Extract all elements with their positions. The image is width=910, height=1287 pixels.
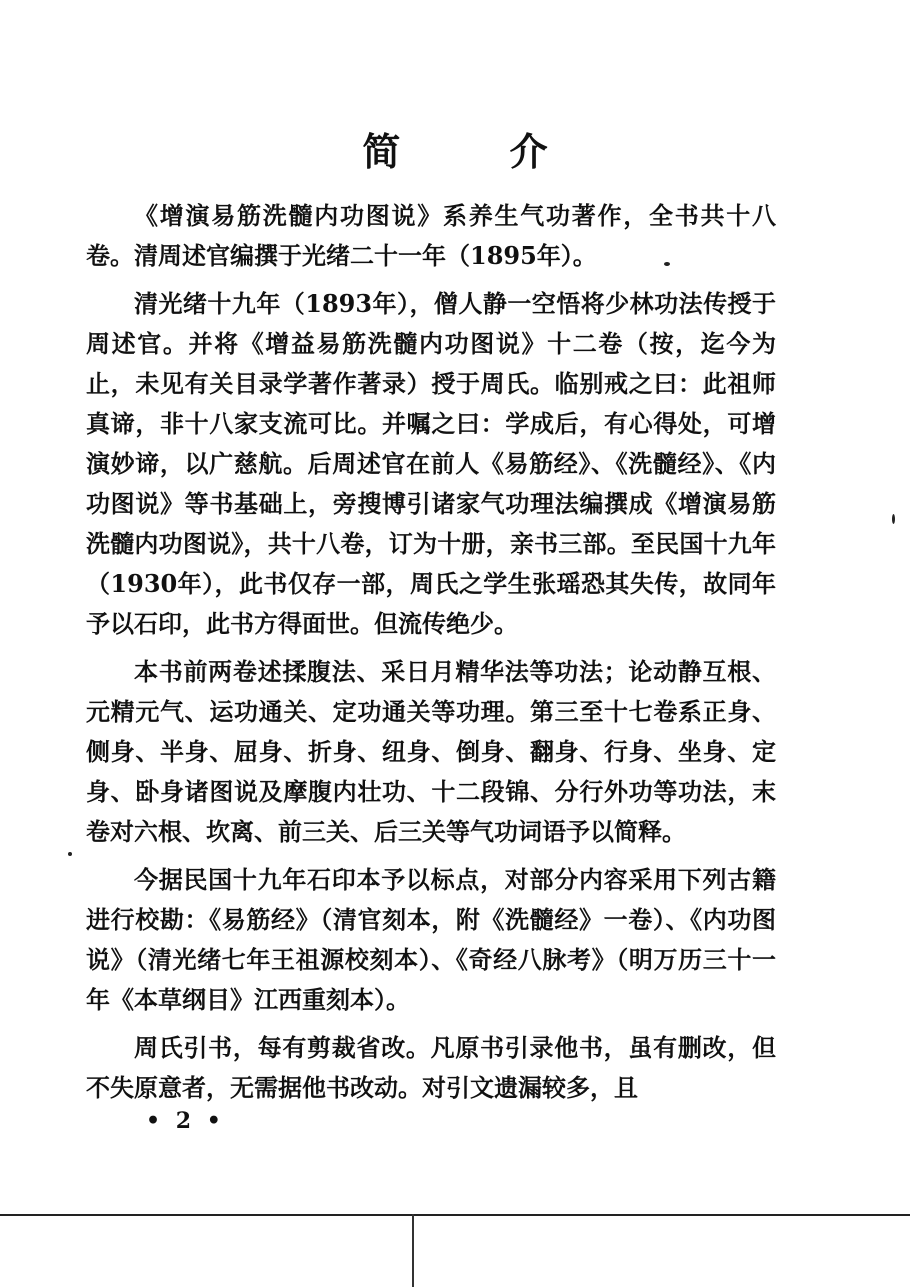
scan-speck xyxy=(68,852,72,856)
paragraph-contents: 本书前两卷述揉腹法、采日月精华法等功法；论动静互根、元精元气、运功通关、定功通关等功理。第三至十七卷系正身、侧身、半身、屈身、折身、纽身、倒身、翻身、行身、坐身、定身、卧身诸图说及摩腹内壮功、十二段锦、分行外功等功法，末卷对六根、坎离、前三关、后三关等气功词语予以简释。 xyxy=(86,657,776,846)
paragraph-history: 清光绪十九年（1893年），僧人静一空悟将少林功法传授于周述官。并将《增益易筋洗髓内功图说》十二卷（按，迄今为止，未见有关目录学著作著录）授于周氏。临别戒之曰：此祖师真谛，非十八家支流可比。并嘱之曰：学成后，有心得处，可增演妙谛，以广慈航。后周述官在前人《易筋经》、《洗髓经》、《内功图说》等书基础上，旁搜博引诸家气功理法编撰成《增演易筋洗髓内功图说》，共十八卷，订为十册，亲书三部。至民国十九年（1930年），此书仅存一部，周氏之学生张瑶恐其失传，故同年予以石印，此书方得面世。但流传绝少。 xyxy=(86,289,776,638)
scan-speck xyxy=(664,262,670,266)
scan-edge-line xyxy=(0,1214,910,1216)
page-number: • 2 • xyxy=(146,1108,225,1134)
scan-fold-line xyxy=(412,1214,414,1287)
paragraph-intro: 《增演易筋洗髓内功图说》系养生气功著作，全书共十八卷。清周述官编撰于光绪二十一年（1895年）。 xyxy=(86,201,776,270)
paragraph-citation: 周氏引书，每有剪裁省改。凡原书引录他书，虽有删改，但不失原意者，无需据他书改动。对引文遗漏较多，且 xyxy=(86,1033,776,1102)
body-text xyxy=(86,196,776,1116)
paragraph-collation: 今据民国十九年石印本予以标点，对部分内容采用下列古籍进行校勘：《易筋经》（清官刻本，附《洗髓经》一卷）、《内功图说》（清光绪七年王祖源校刻本）、《奇经八脉考》（明万历三十一年《本草纲目》江西重刻本）。 xyxy=(86,865,776,1014)
scan-speck xyxy=(892,514,895,524)
page-title: 简 介 xyxy=(362,129,596,174)
